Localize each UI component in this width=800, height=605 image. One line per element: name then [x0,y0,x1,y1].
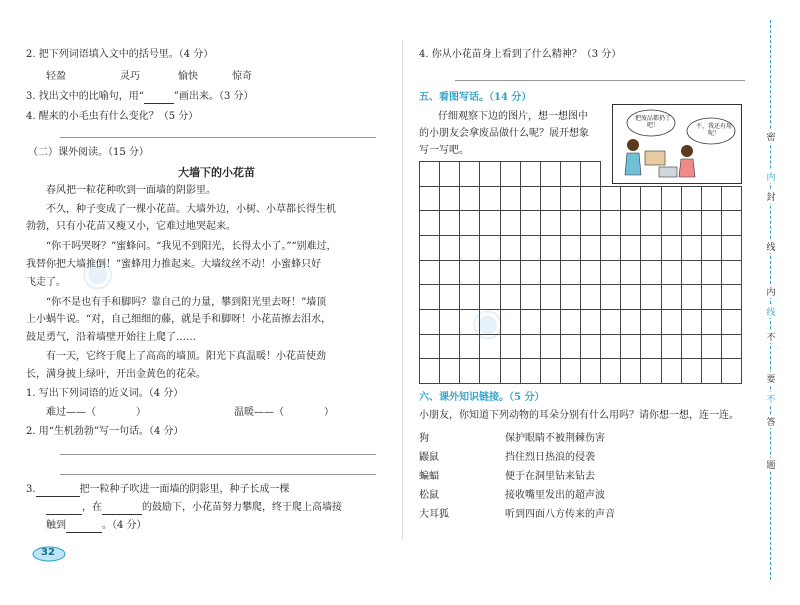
watermark: ◉ [73,245,120,299]
section-5-text: 仔细观察下边的图片，想一想图中 [438,111,588,122]
section-6-heading: 六、课外知识链接。（5 分） [419,392,545,403]
grid-cell[interactable] [439,210,460,236]
binding-char: 题 [764,458,778,471]
grid-cell[interactable] [681,235,702,261]
grid-cell[interactable] [500,186,521,212]
grid-cell[interactable] [540,260,561,286]
answer-line [60,137,376,138]
grid-cell[interactable] [721,358,742,384]
left-q4: 4. 醒来的小毛虫有什么变化？（5 分） [26,111,199,122]
section-5-text: 写一写吧。 [419,145,469,156]
grid-cell[interactable] [661,284,682,310]
grid-cell[interactable] [600,334,621,360]
grid-cell[interactable] [540,235,561,261]
grid-cell[interactable] [681,309,702,335]
binding-char: 线 [764,240,778,253]
grid-cell[interactable] [640,284,661,310]
grid-cell[interactable] [721,260,742,286]
grid-cell[interactable] [479,210,500,236]
grid-cell[interactable] [520,260,541,286]
grid-cell[interactable] [600,358,621,384]
grid-cell[interactable] [500,210,521,236]
grid-cell[interactable] [640,358,661,384]
grid-cell[interactable] [479,358,500,384]
grid-cell[interactable] [681,260,702,286]
grid-cell[interactable] [620,358,641,384]
grid-cell[interactable] [540,186,561,212]
grid-cell[interactable] [479,186,500,212]
use-item[interactable]: 挡住烈日热浪的侵袭 [505,452,595,463]
writing-grid[interactable] [419,161,741,383]
grid-cell[interactable] [701,284,722,310]
grid-cell[interactable] [520,186,541,212]
section-5-text: 的小朋友会拿废品做什么呢？展开想象 [419,128,589,139]
answer-line [455,80,745,81]
grid-cell[interactable] [721,284,742,310]
grid-cell[interactable] [681,210,702,236]
binding-char: 密 [764,130,778,143]
grid-cell[interactable] [600,235,621,261]
page-divider [402,40,403,540]
grid-cell[interactable] [540,210,561,236]
binding-char: 不 [764,330,778,343]
grid-cell[interactable] [681,334,702,360]
grid-cell[interactable] [419,334,440,360]
story-line: 我替你把大墙推倒！”蜜蜂用力推起来。大墙纹丝不动！小蜜蜂只好 [26,259,322,270]
sub-q2: 2. 用“生机勃勃”写一句话。（4 分） [26,426,184,437]
grid-cell[interactable] [620,309,641,335]
grid-cell[interactable] [419,260,440,286]
grid-cell[interactable] [540,334,561,360]
grid-cell[interactable] [580,210,601,236]
section-2-heading: （二）课外阅读。（15 分） [28,147,149,158]
grid-cell[interactable] [479,260,500,286]
grid-cell[interactable] [459,309,480,335]
sub-q1-b: 温暖——（ ） [234,407,334,418]
grid-cell[interactable] [560,210,581,236]
grid-cell[interactable] [721,235,742,261]
grid-cell[interactable] [640,309,661,335]
grid-cell[interactable] [520,210,541,236]
grid-cell[interactable] [439,309,460,335]
grid-cell[interactable] [701,260,722,286]
sub-q3-line1: 3. 把一粒种子吹进一面墙的阴影里，种子长成一棵 [26,484,290,495]
grid-cell[interactable] [701,334,722,360]
animal-item[interactable]: 松鼠 [419,490,439,501]
grid-cell[interactable] [439,334,460,360]
grid-cell[interactable] [701,186,722,212]
binding-char: 内 [764,170,778,183]
sub-q1-a: 难过——（ ） [46,407,146,418]
grid-cell[interactable] [701,235,722,261]
grid-cell[interactable] [479,334,500,360]
grid-cell[interactable] [560,358,581,384]
grid-cell[interactable] [600,284,621,310]
grid-cell[interactable] [681,358,702,384]
grid-cell[interactable] [580,235,601,261]
sub-q3-line2: ，在 的鼓励下，小花苗努力攀爬，终于爬上高墙接 [46,501,342,515]
grid-cell[interactable] [500,161,521,187]
story-line: 长，满身披上绿叶，开出金黄色的花朵。 [26,369,206,380]
grid-cell[interactable] [520,334,541,360]
grid-cell[interactable] [661,210,682,236]
grid-cell[interactable] [661,309,682,335]
story-line: 不久，种子变成了一棵小花苗。大墙外边，小树、小草都长得生机 [46,204,336,215]
binding-char: 要 [764,372,778,385]
grid-cell[interactable] [580,284,601,310]
grid-cell[interactable] [479,284,500,310]
grid-cell[interactable] [721,334,742,360]
story-line: 飞走了。 [26,277,66,288]
grid-cell[interactable] [580,186,601,212]
grid-cell[interactable] [459,260,480,286]
answer-line [60,474,376,475]
grid-cell[interactable] [419,358,440,384]
grid-cell[interactable] [419,186,440,212]
binding-char: 答 [764,415,778,428]
section-5-heading: 五、看图写话。（14 分） [419,92,532,103]
story-line: “你干吗哭呀？”蜜蜂问。“我见不到阳光，长得太小了。”“别难过， [46,241,337,252]
grid-cell[interactable] [681,186,702,212]
binding-char: 内 [764,285,778,298]
left-q2-word-1: 轻盈 [46,71,66,82]
bubble-left-text: 把废品都扔了吧！ [634,115,671,129]
grid-cell[interactable] [620,210,641,236]
right-q4: 4. 你从小花苗身上看到了什么精神？（3 分） [419,49,622,60]
grid-cell[interactable] [419,284,440,310]
grid-cell[interactable] [520,284,541,310]
grid-cell[interactable] [620,186,641,212]
binding-char: 不 [764,392,778,405]
grid-cell[interactable] [540,161,561,187]
grid-cell[interactable] [600,186,621,212]
story-title: 大墙下的小花苗 [178,166,255,179]
grid-cell[interactable] [721,210,742,236]
animal-item[interactable]: 蝙蝠 [419,471,439,482]
grid-cell[interactable] [520,235,541,261]
grid-cell[interactable] [500,284,521,310]
grid-cell[interactable] [661,186,682,212]
grid-cell[interactable] [661,358,682,384]
grid-cell[interactable] [439,284,460,310]
grid-cell[interactable] [479,235,500,261]
grid-cell[interactable] [580,358,601,384]
grid-cell[interactable] [620,260,641,286]
page-number-badge [32,546,66,562]
grid-cell[interactable] [560,334,581,360]
grid-cell[interactable] [681,284,702,310]
grid-cell[interactable] [500,260,521,286]
grid-cell[interactable] [721,186,742,212]
story-line: 有一天，它终于爬上了高高的墙顶。阳光下真温暖！小花苗使劲 [46,351,326,362]
grid-cell[interactable] [459,161,480,187]
grid-cell[interactable] [540,358,561,384]
page-number: 32 [41,547,55,558]
use-item[interactable]: 听到四面八方传来的声音 [505,509,615,520]
grid-cell[interactable] [520,358,541,384]
grid-cell[interactable] [439,161,460,187]
answer-line [60,454,376,455]
grid-cell[interactable] [540,284,561,310]
grid-cell[interactable] [459,235,480,261]
grid-cell[interactable] [540,309,561,335]
grid-cell[interactable] [701,358,722,384]
grid-cell[interactable] [500,235,521,261]
bubble-right-text: 不，我还有用呢！ [695,123,732,137]
grid-cell[interactable] [479,161,500,187]
grid-cell[interactable] [701,309,722,335]
grid-cell[interactable] [721,309,742,335]
grid-cell[interactable] [580,260,601,286]
watermark: ◉ [463,295,510,349]
grid-cell[interactable] [439,260,460,286]
use-item[interactable]: 接收嘴里发出的超声波 [505,490,605,501]
story-line: 鼓足勇气，沿着墙壁开始往上爬了…… [26,332,196,343]
story-line: “你不是也有手和脚吗？靠自己的力量，攀到阳光里去呀！”墙顶 [46,297,327,308]
grid-cell[interactable] [620,334,641,360]
grid-cell[interactable] [479,309,500,335]
use-item[interactable]: 便于在洞里钻来钻去 [505,471,595,482]
grid-cell[interactable] [439,235,460,261]
grid-cell[interactable] [419,210,440,236]
left-q2-word-2: 灵巧 [120,71,140,82]
grid-cell[interactable] [459,186,480,212]
grid-cell[interactable] [560,284,581,310]
grid-cell[interactable] [560,235,581,261]
story-line: 上小蜗牛说。“对，自己细细的藤，就是手和脚呀！小花苗擦去泪水， [26,314,332,325]
grid-cell[interactable] [439,358,460,384]
grid-cell[interactable] [640,260,661,286]
grid-cell[interactable] [419,309,440,335]
animal-item[interactable]: 狗 [419,433,429,444]
grid-cell[interactable] [560,161,581,187]
animal-item[interactable]: 大耳狐 [419,509,449,520]
grid-cell[interactable] [600,260,621,286]
grid-cell[interactable] [640,235,661,261]
grid-cell[interactable] [600,210,621,236]
grid-cell[interactable] [459,358,480,384]
grid-cell[interactable] [580,309,601,335]
grid-cell[interactable] [459,284,480,310]
grid-cell[interactable] [600,309,621,335]
grid-cell[interactable] [520,161,541,187]
story-line: 春风把一粒花种吹到一面墙的阴影里。 [46,185,216,196]
binding-line [770,20,771,580]
grid-cell[interactable] [520,309,541,335]
left-q2-title: 2. 把下列词语填入文中的括号里。（4 分） [26,49,214,60]
grid-cell[interactable] [661,334,682,360]
use-item[interactable]: 保护眼睛不被荆棘伤害 [505,433,605,444]
story-line: 勃勃，只有小花苗又瘦又小，它难过地哭起来。 [26,221,236,232]
grid-cell[interactable] [419,235,440,261]
grid-cell[interactable] [640,210,661,236]
grid-cell[interactable] [580,161,601,187]
animal-item[interactable]: 鼹鼠 [419,452,439,463]
grid-cell[interactable] [580,334,601,360]
grid-cell[interactable] [439,186,460,212]
grid-cell[interactable] [560,309,581,335]
left-q2-word-4: 惊奇 [232,71,252,82]
grid-cell[interactable] [640,186,661,212]
binding-char: 线 [764,305,778,318]
grid-cell[interactable] [500,334,521,360]
grid-cell[interactable] [459,334,480,360]
grid-cell[interactable] [701,210,722,236]
left-q3: 3. 找出文中的比喻句，用“ ”画出来。（3 分） [26,91,254,102]
left-q2-word-3: 愉快 [178,71,198,82]
grid-cell[interactable] [459,210,480,236]
grid-cell[interactable] [620,284,641,310]
grid-cell[interactable] [620,235,641,261]
grid-cell[interactable] [500,309,521,335]
binding-char: 封 [764,190,778,203]
grid-cell[interactable] [560,186,581,212]
grid-cell[interactable] [560,260,581,286]
sub-q3-line3: 触到 。（4 分） [46,520,147,531]
grid-cell[interactable] [661,235,682,261]
sub-q1: 1. 写出下列词语的近义词。（4 分） [26,388,184,399]
grid-cell[interactable] [500,358,521,384]
grid-cell[interactable] [661,260,682,286]
section-6-text: 小朋友，你知道下列动物的耳朵分别有什么用吗？请你想一想，连一连。 [419,410,739,421]
grid-cell[interactable] [419,161,440,187]
grid-cell[interactable] [640,334,661,360]
